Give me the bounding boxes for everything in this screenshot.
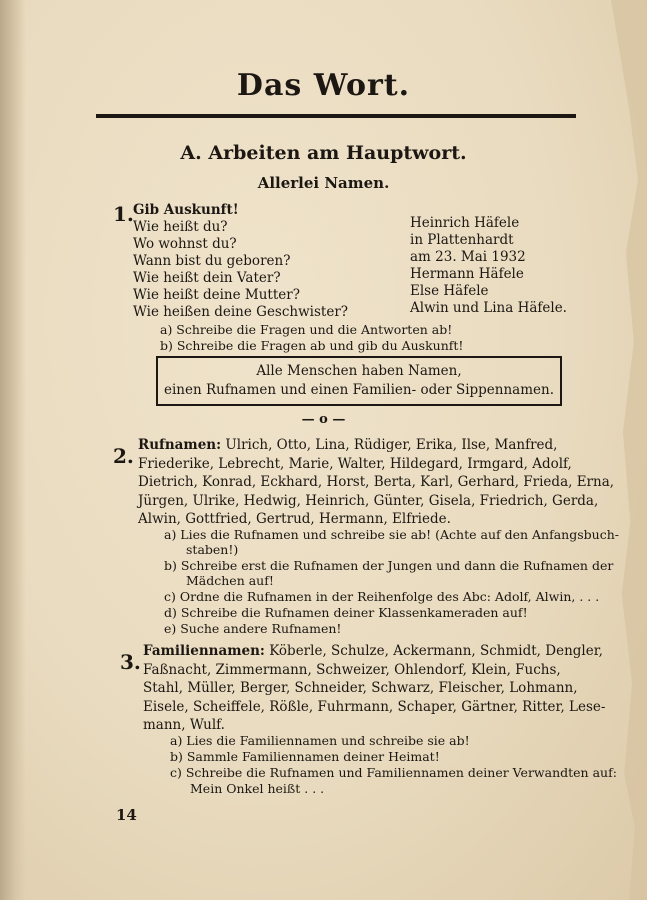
- task-item: b) Sammle Familiennamen deiner Heimat!: [170, 749, 440, 764]
- task-item: a) Lies die Rufnamen und schreibe sie ab! (Achte auf den Anfangsbuch-: [164, 527, 619, 542]
- exercise-2-text: [138, 436, 615, 529]
- answer: Heinrich Häfele: [410, 215, 520, 231]
- name-list-line: Stahl, Müller, Berger, Schneider, Schwarz, Fleischer, Lohmann,: [143, 680, 578, 696]
- question: Wie heißen deine Geschwister?: [133, 304, 349, 320]
- exercise-3-heading: Familiennamen:: [143, 643, 265, 659]
- page-spine-shadow: [0, 0, 26, 900]
- exercise-2-heading: Rufnamen:: [138, 437, 222, 453]
- task-item: c) Ordne die Rufnamen in der Reihenfolge des Abc: Adolf, Alwin, . . .: [164, 589, 600, 604]
- exercise-2-number: 2.: [113, 444, 134, 468]
- rule-box-line: einen Rufnamen und einen Familien- oder Sippennamen.: [164, 382, 554, 398]
- rule-box-line: Alle Menschen haben Namen,: [256, 363, 462, 379]
- name-list-line: Friederike, Lebrecht, Marie, Walter, Hildegard, Irmgard, Adolf,: [138, 455, 572, 472]
- exercise-3-number: 3.: [120, 650, 141, 674]
- exercise-1-heading: Gib Auskunft!: [133, 202, 239, 218]
- task-item: e) Suche andere Rufnamen!: [164, 621, 342, 636]
- question: Wann bist du geboren?: [133, 253, 291, 269]
- question: Wie heißt deine Mutter?: [133, 287, 300, 303]
- answer: am 23. Mai 1932: [410, 249, 526, 265]
- task-item: c) Schreibe die Rufnamen und Familiennamen deiner Verwandten auf:: [170, 765, 617, 780]
- page-title: Das Wort.: [236, 68, 411, 103]
- name-list-line: Ulrich, Otto, Lina, Rüdiger, Erika, Ilse, Manfred,: [225, 437, 558, 453]
- answer: Alwin und Lina Häfele.: [410, 300, 567, 316]
- task-item: b) Schreibe erst die Rufnamen der Jungen und dann die Rufnamen der: [164, 558, 614, 573]
- name-list-line: Faßnacht, Zimmermann, Schweizer, Ohlendorf, Klein, Fuchs,: [143, 661, 561, 678]
- answer: Else Häfele: [410, 283, 489, 299]
- question: Wo wohnst du?: [133, 236, 237, 252]
- question: Wie heißt dein Vater?: [133, 270, 281, 286]
- rule-box: [156, 356, 562, 406]
- name-list-line: Alwin, Gottfried, Gertrud, Hermann, Elfriede.: [138, 511, 451, 527]
- separator: — o —: [301, 412, 346, 427]
- task-item: d) Schreibe die Rufnamen deiner Klassenkameraden auf!: [164, 605, 528, 620]
- answer: Hermann Häfele: [410, 266, 524, 282]
- title-rule: [96, 114, 576, 118]
- name-list-line: Köberle, Schulze, Ackermann, Schmidt, Dengler,: [269, 643, 603, 659]
- name-list-line: Dietrich, Konrad, Eckhard, Horst, Berta, Karl, Gerhard, Frieda, Erna,: [138, 474, 615, 490]
- task-item: b) Schreibe die Fragen ab und gib du Auskunft!: [160, 338, 464, 353]
- task-item-cont: Mein Onkel heißt . . .: [190, 781, 325, 796]
- question: Wie heißt du?: [133, 219, 228, 235]
- exercise-1-number: 1.: [113, 202, 134, 226]
- exercise-3-text: [143, 642, 606, 735]
- task-item: a) Lies die Familiennamen und schreibe sie ab!: [170, 733, 470, 748]
- task-item-cont: Mädchen auf!: [186, 573, 274, 588]
- name-list-line: mann, Wulf.: [143, 717, 225, 733]
- name-list-line: Eisele, Scheiffele, Rößle, Fuhrmann, Schaper, Gärtner, Ritter, Lese-: [143, 698, 606, 715]
- section-a-subtitle: Allerlei Namen.: [257, 174, 390, 192]
- task-item-cont: staben!): [186, 542, 239, 557]
- task-item: a) Schreibe die Fragen und die Antworten ab!: [160, 322, 453, 337]
- name-list-line: Jürgen, Ulrike, Hedwig, Heinrich, Günter, Gisela, Friedrich, Gerda,: [138, 492, 599, 509]
- page-number: 14: [116, 806, 137, 824]
- section-a-title: A. Arbeiten am Hauptwort.: [180, 142, 467, 164]
- answer: in Plattenhardt: [410, 232, 514, 248]
